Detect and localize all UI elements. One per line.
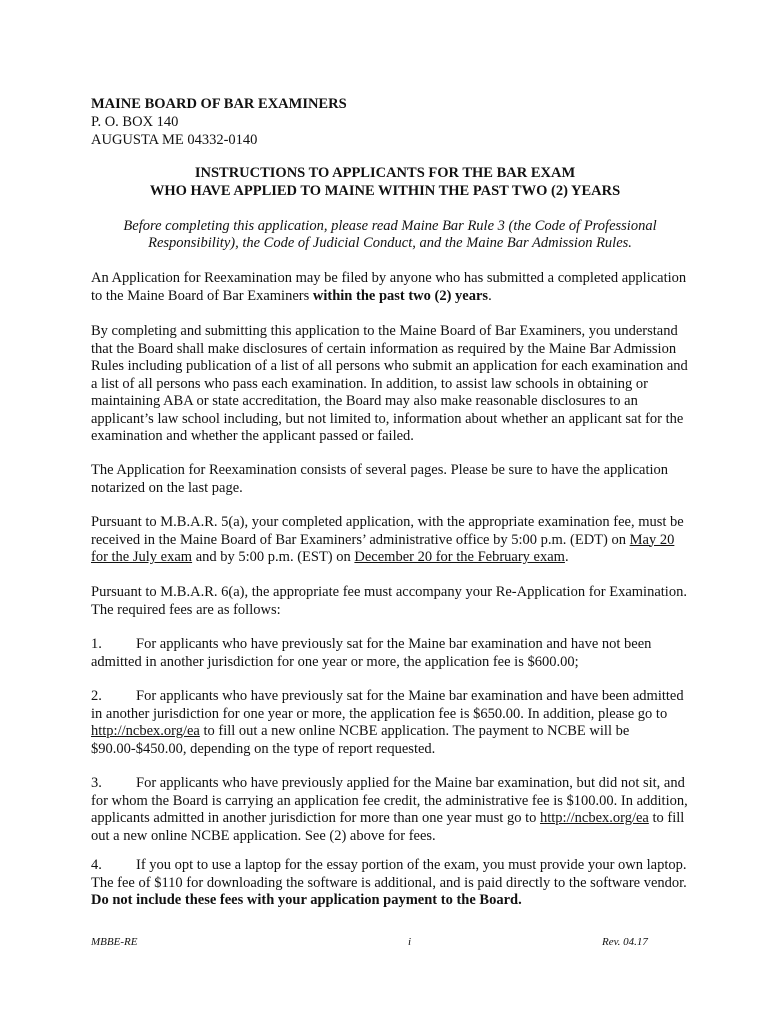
intro-line-1: Before completing this application, please read Maine Bar Rule 3 (the Code of Professional <box>123 218 657 234</box>
fee-item-1 <box>91 636 691 671</box>
footer-form-code: MBBE-RE <box>91 936 138 948</box>
footer-page-number: i <box>408 936 412 948</box>
item-text: For applicants who have previously sat for the Maine bar examination and have been admitted in another jurisdiction for one year or more, the application fee is $650.00. In addition, please go to <box>91 688 684 722</box>
fee-item-2 <box>91 688 691 758</box>
item-text: If you opt to use a laptop for the essay portion of the exam, you must provide your own laptop. The fee of $110 for downloading the software is additional, and is paid directly to the software vendor. <box>91 857 687 891</box>
paragraph-deadlines <box>91 514 691 567</box>
title-line-2: WHO HAVE APPLIED TO MAINE WITHIN THE PAST TWO (2) YEARS <box>149 183 621 199</box>
item-bold-warning: Do not include these fees with your application payment to the Board. <box>91 892 522 908</box>
paragraph-pages: The Application for Reexamination consists of several pages. Please be sure to have the application notarized on the last page. <box>91 462 669 496</box>
item-text: For applicants who have previously applied for the Maine bar examination, but did not sit, and for whom the Board is carrying an application fee credit, the administrative fee is $100.00. In addition, applicants admitted in another jurisdiction for more than one year must go to <box>91 775 688 826</box>
document-title <box>60 164 710 200</box>
p1-bold: within the past two (2) years <box>312 287 489 304</box>
item-number: 4. <box>91 857 102 873</box>
item-text-end: to fill out a new online NCBE application. The payment to NCBE will be $90.00-$450.00, depending on the type of report requested. <box>91 723 630 757</box>
item-number: 2. <box>91 688 102 704</box>
title-line-1: INSTRUCTIONS TO APPLICANTS FOR THE BAR EXAM <box>194 165 576 181</box>
fee-item-3 <box>91 775 691 845</box>
february-deadline: December 20 for the February exam <box>354 549 565 565</box>
city-line: AUGUSTA ME 04332-0140 <box>91 132 258 148</box>
paragraph-disclosures: By completing and submitting this application to the Maine Board of Bar Examiners, you understand that the Board shall make disclosures of certain information as required by the Maine Bar Admission Rules including publication of a list of all persons who submit an application for each examination and a list of all persons who pass each examination. In addition, to assist law schools in obtaining or maintaining ABA or state accreditation, the Board may also make reasonable disclosures to an applicant’s law school including, but not limited to, information about whether an applicant sat for the examination and whether the applicant passed or failed. <box>91 323 688 444</box>
item-text: For applicants who have previously sat for the Maine bar examination and have not been admitted in another jurisdiction for one year or more, the application fee is $600.00; <box>91 636 652 670</box>
paragraph-reexamination <box>91 270 691 305</box>
po-box: P. O. BOX 140 <box>91 114 179 130</box>
paragraph-fees: Pursuant to M.B.A.R. 6(a), the appropriate fee must accompany your Re-Application for Examination. The required fees are as follows: <box>91 584 687 618</box>
intro-note <box>100 218 680 252</box>
ncbex-link[interactable]: http://ncbex.org/ea <box>91 723 200 739</box>
item-number: 1. <box>91 636 102 652</box>
intro-line-2: Responsibility), the Code of Judicial Conduct, and the Maine Bar Admission Rules. <box>148 235 632 251</box>
fee-item-4 <box>91 857 691 910</box>
item-text-end: to fill out a new online NCBE application. See (2) above for fees. <box>91 810 685 844</box>
ncbex-link[interactable]: http://ncbex.org/ea <box>539 810 649 826</box>
p4-c: . <box>564 549 569 565</box>
letterhead <box>91 95 347 149</box>
p4-a: Pursuant to M.B.A.R. 5(a), your completed application, with the appropriate examination fee, must be received in the Maine Board of Bar Examiners’ administrative office by 5:00 p.m. (EDT) on <box>91 514 684 548</box>
july-deadline: May 20 for the July exam <box>91 531 675 565</box>
item-number: 3. <box>91 775 102 791</box>
p4-b: and by 5:00 p.m. (EST) on <box>192 549 355 565</box>
org-name: MAINE BOARD OF BAR EXAMINERS <box>91 96 347 112</box>
p1-end: . <box>488 287 492 304</box>
footer-revision: Rev. 04.17 <box>602 936 648 948</box>
p1-text: An Application for Reexamination may be filed by anyone who has submitted a completed application to the Maine Board of Bar Examiners <box>91 270 687 304</box>
